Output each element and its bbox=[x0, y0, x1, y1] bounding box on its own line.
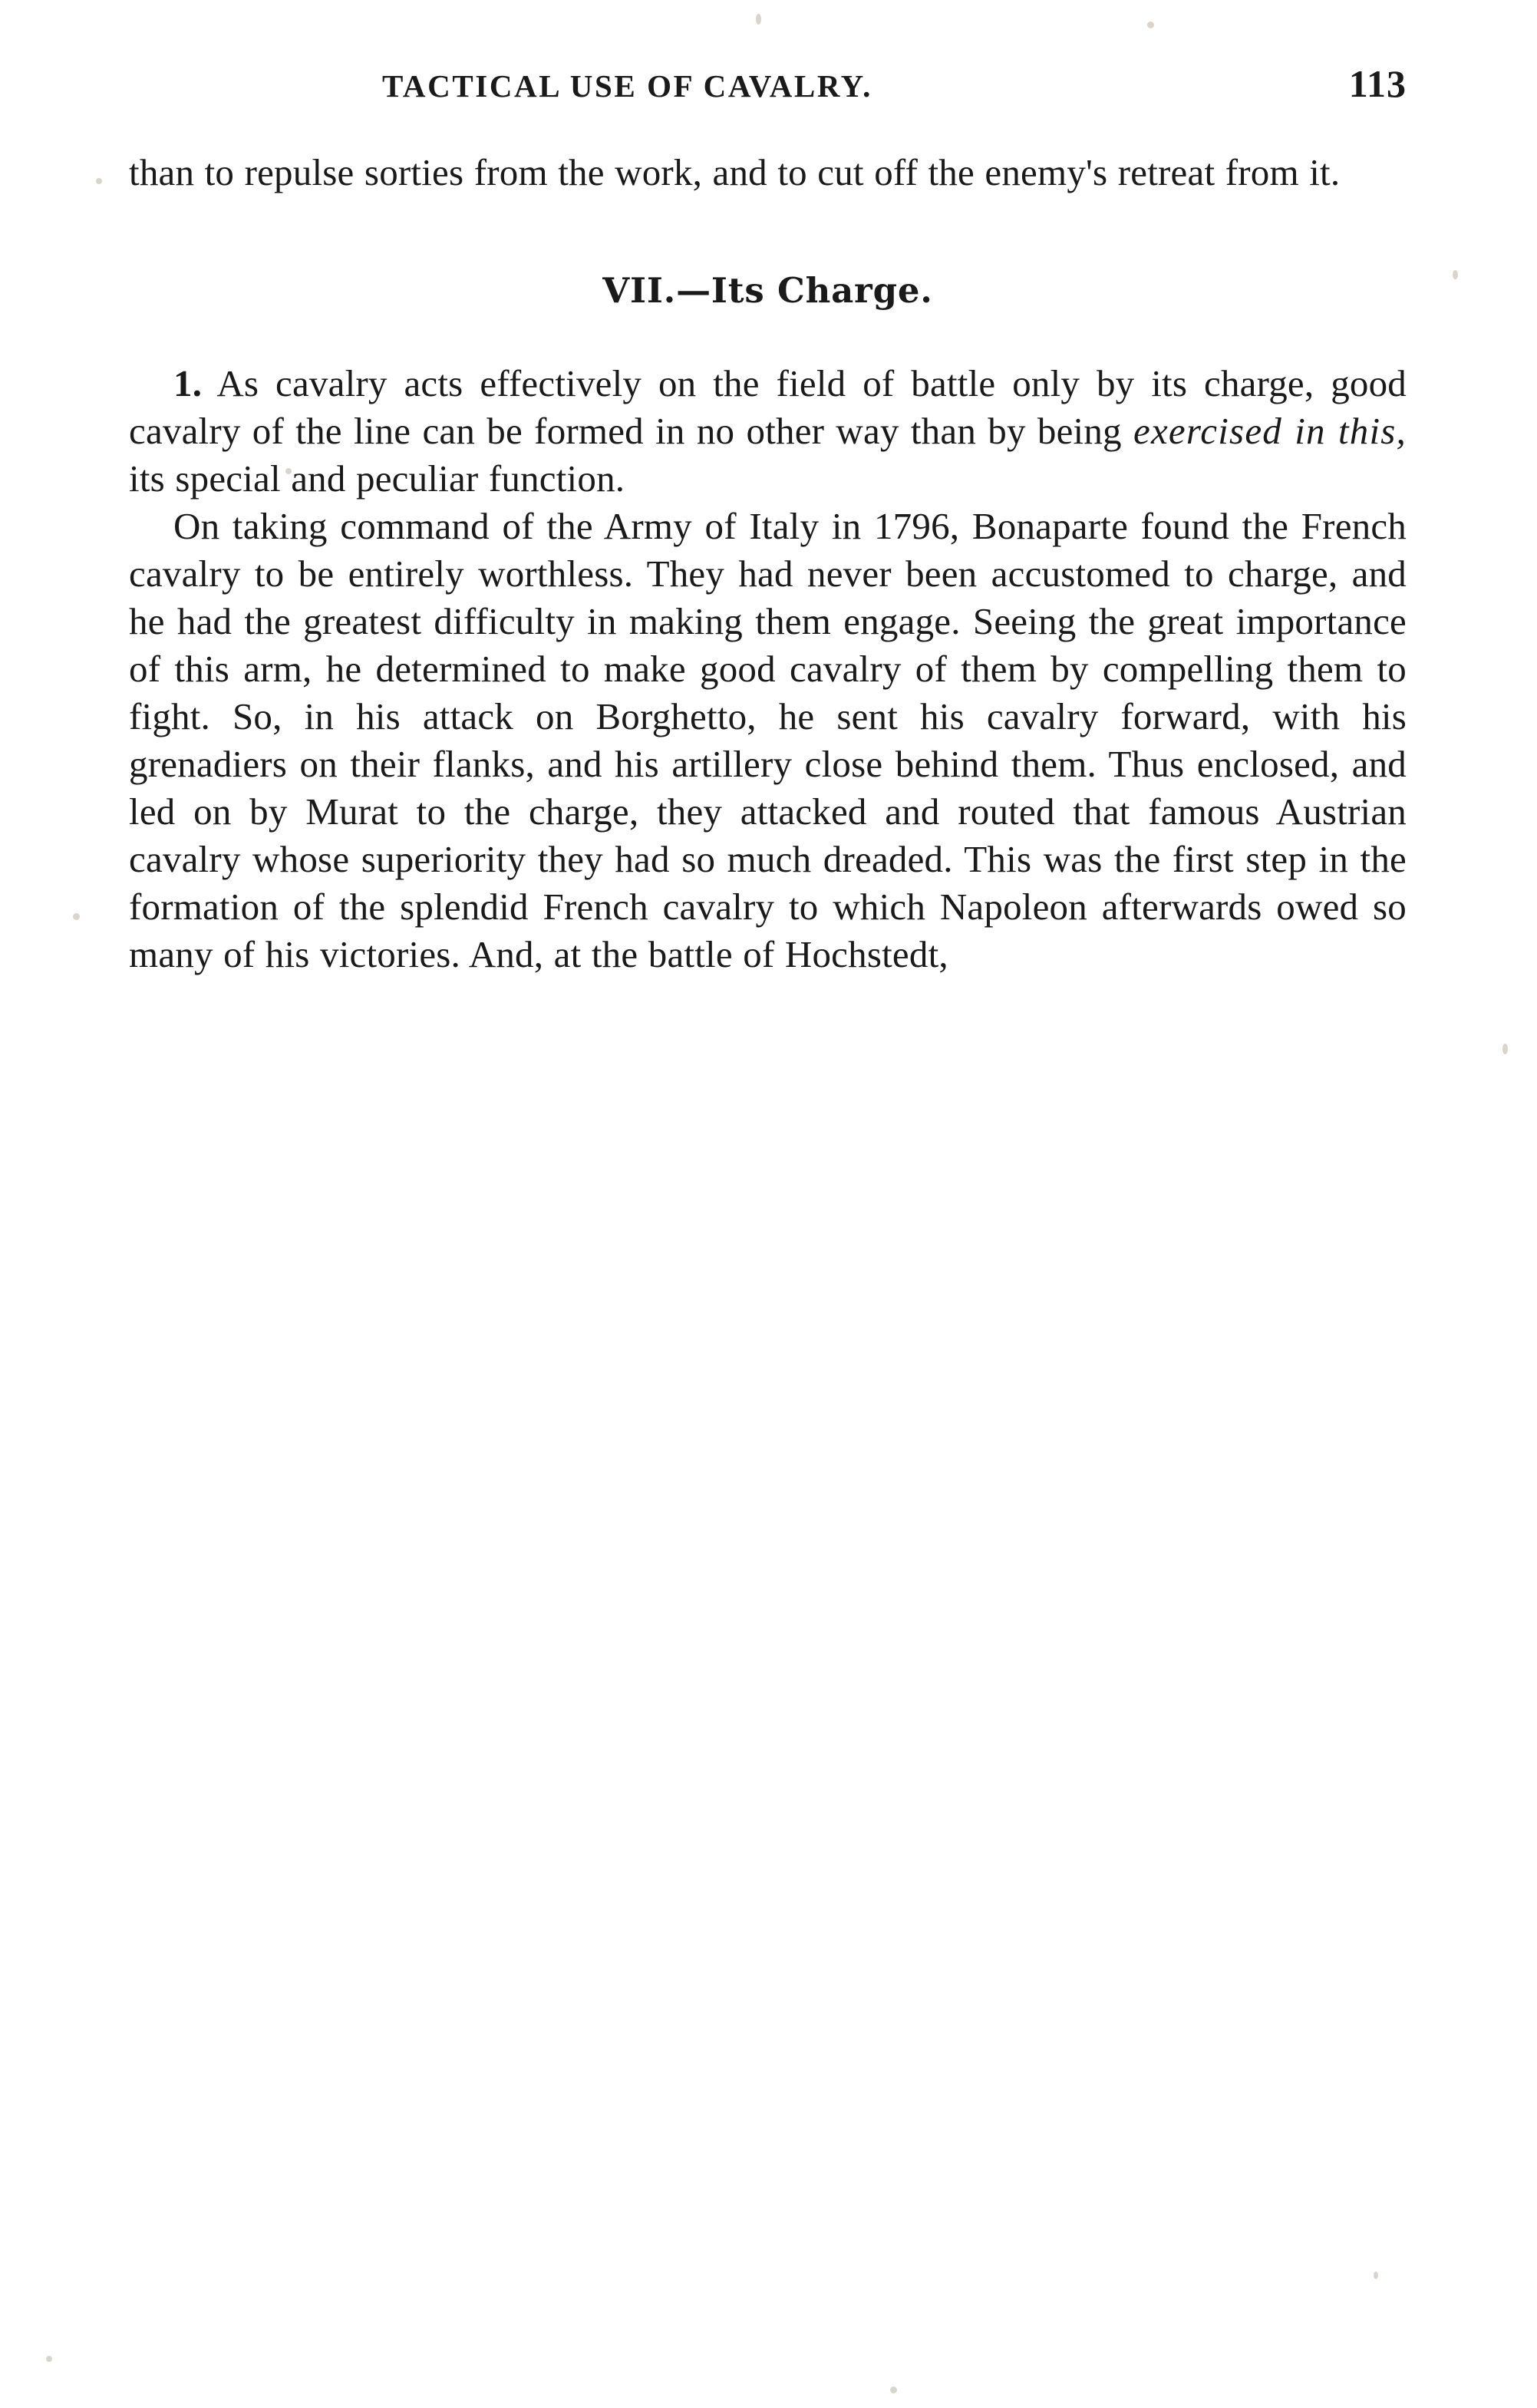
paper-speck bbox=[890, 2387, 897, 2393]
paragraph-2-text: On taking command of the Army of Italy in 1796, Bonaparte found the French cavalry to be entirely worthless. They had never been accustomed to charge, and he had the greatest difficulty in making them engage. Seeing the great importance of this arm, he determined to make good cavalry of them by compelling them to fight. So, in his attack on Borghetto, he sent his cavalry forward, with his grenadiers on their flanks, and his artillery close behind them. Thus enclosed, and led on by Murat to the charge, they attacked and routed that famous Austrian cavalry whose superiority they had so much dreaded. This was the first step in the formation of the splendid French cavalry to which Napoleon afterwards owed so many of his victories. And, at the battle of Hochstedt, bbox=[129, 504, 1407, 975]
paper-speck bbox=[1502, 1044, 1508, 1054]
page-number: 113 bbox=[1348, 62, 1407, 105]
paper-speck bbox=[1374, 2271, 1378, 2279]
paragraph-continued-text: than to repulse sorties from the work, and to cut off the enemy's retreat from it. bbox=[129, 151, 1341, 193]
paper-speck bbox=[73, 913, 80, 920]
paper-speck bbox=[1453, 270, 1458, 279]
paragraph-1-number: 1. bbox=[173, 361, 203, 404]
paper-speck bbox=[1147, 21, 1154, 28]
paragraph-continued bbox=[129, 149, 1407, 196]
page-content bbox=[129, 61, 1407, 978]
running-head bbox=[129, 61, 1407, 106]
paragraph-2 bbox=[129, 503, 1407, 978]
paper-speck bbox=[96, 178, 102, 184]
running-head-title: TACTICAL USE OF CAVALRY. bbox=[382, 68, 872, 104]
section-heading: VII.—Its Charge. bbox=[602, 269, 933, 311]
paper-speck bbox=[46, 2356, 52, 2362]
paragraph-1-part1: As cavalry acts effectively on the field of battle only by its charge, good cavalry of the line can be formed in no other way than by being bbox=[129, 361, 1407, 452]
paragraph-1-italic: exercised in this, bbox=[1133, 409, 1407, 452]
paper-speck bbox=[756, 14, 761, 25]
paragraph-1 bbox=[129, 360, 1407, 503]
paragraph-1-part2: its special and peculiar function. bbox=[129, 457, 625, 500]
